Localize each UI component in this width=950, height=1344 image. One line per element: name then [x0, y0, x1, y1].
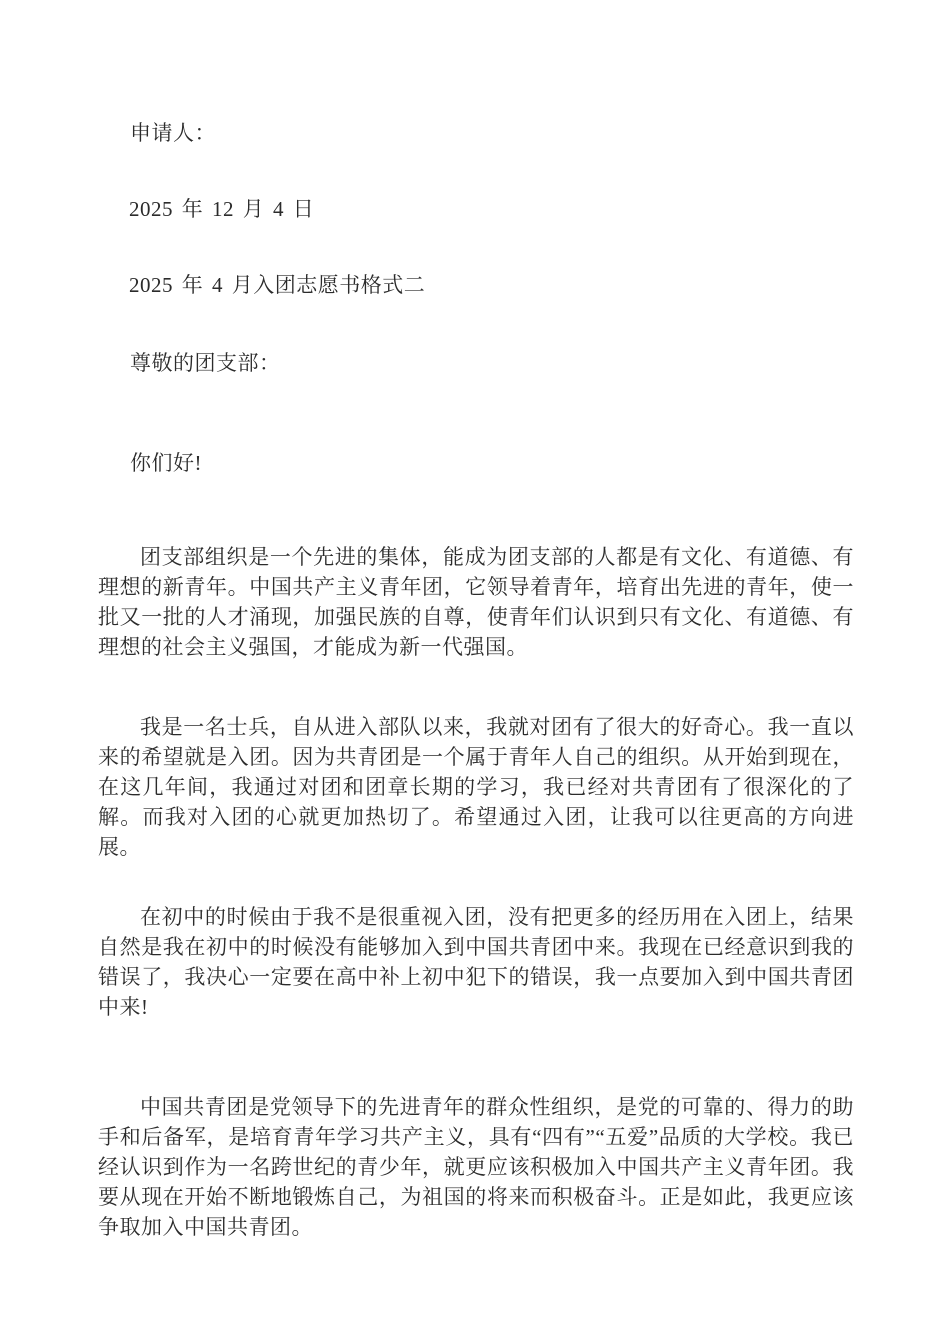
document-title: 2025 年 4 月入团志愿书格式二 — [129, 273, 426, 297]
salutation-line: 尊敬的团支部： — [130, 351, 281, 375]
applicant-signature-line: 申请人： — [130, 121, 216, 145]
signature-date-line: 2025 年 12 月 4 日 — [129, 197, 315, 221]
body-paragraph: 在初中的时候由于我不是很重视入团，没有把更多的经历用在入团上，结果自然是我在初中的时候没有能够加入到中国共青团中来。我现在已经意识到我的错误了，我决心一定要在高中补上初中犯下的错误，我一点要加入到中国共青团中来! — [98, 905, 854, 1019]
body-paragraph: 团支部组织是一个先进的集体，能成为团支部的人都是有文化、有道德、有理想的新青年。中国共产主义青年团，它领导着青年，培育出先进的青年，使一批又一批的人才涌现，加强民族的自尊，使青年们认识到只有文化、有道德、有理想的社会主义强国，才能成为新一代强国。 — [98, 545, 854, 659]
body-paragraph: 我是一名士兵，自从进入部队以来，我就对团有了很大的好奇心。我一直以来的希望就是入团。因为共青团是一个属于青年人自己的组织。从开始到现在，在这几年间，我通过对团和团章长期的学习，我已经对共青团有了很深化的了解。而我对入团的心就更加热切了。希望通过入团，让我可以往更高的方向进展。 — [98, 715, 854, 859]
greeting-line: 你们好! — [130, 451, 202, 475]
body-paragraph: 中国共青团是党领导下的先进青年的群众性组织，是党的可靠的、得力的助手和后备军，是培育青年学习共产主义，具有“四有”“五爱”品质的大学校。我已经认识到作为一名跨世纪的青少年，就更应该积极加入中国共产主义青年团。我要从现在开始不断地锻炼自己，为祖国的将来而积极奋斗。正是如此，我更应该争取加入中国共青团。 — [98, 1095, 854, 1239]
